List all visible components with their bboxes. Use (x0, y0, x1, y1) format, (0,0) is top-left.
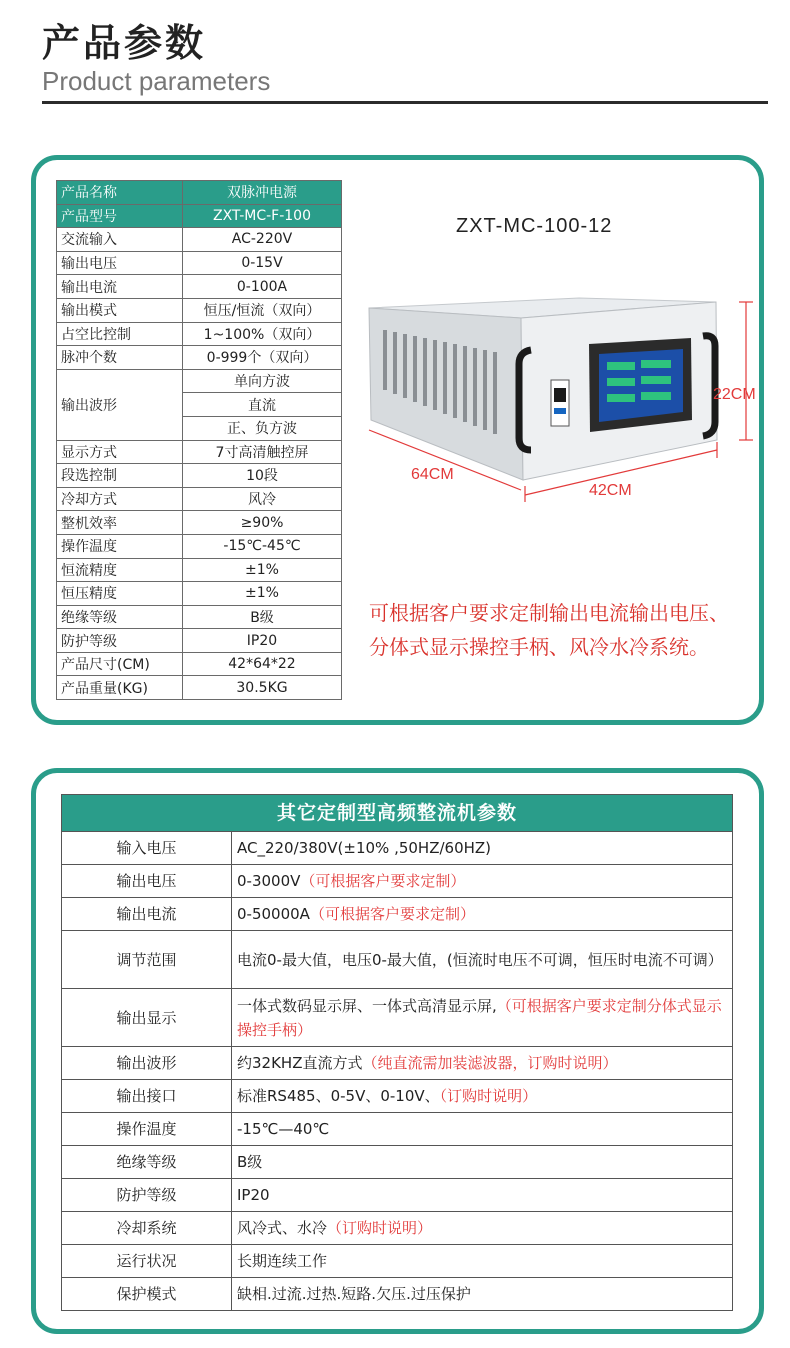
table-row (62, 865, 733, 898)
spec-row (57, 298, 342, 322)
param-key: 冷却系统 (62, 1212, 232, 1245)
dimension-height-label: 22CM (713, 386, 756, 403)
param-key: 输出波形 (62, 1047, 232, 1080)
spec-row (57, 322, 342, 346)
power-supply-image (361, 290, 756, 530)
table-row (62, 898, 733, 931)
spec-key: 占空比控制 (57, 322, 183, 346)
param-value: 0-50000A（可根据客户要求定制） (232, 898, 733, 931)
spec-row (57, 346, 342, 370)
spec-value: 10段 (183, 464, 342, 488)
spec-row (57, 558, 342, 582)
spec-row (57, 204, 342, 228)
custom-params-table (61, 794, 733, 1311)
param-value: AC_220/380V(±10% ,50HZ/60HZ) (232, 832, 733, 865)
param-value: 约32KHZ直流方式（纯直流需加装滤波器，订购时说明） (232, 1047, 733, 1080)
page-subtitle: Product parameters (42, 66, 271, 96)
spec-key: 输出电压 (57, 251, 183, 275)
param-key: 绝缘等级 (62, 1146, 232, 1179)
param-key: 防护等级 (62, 1179, 232, 1212)
param-value: -15℃—40℃ (232, 1113, 733, 1146)
table-row (62, 1179, 733, 1212)
spec-value: 42*64*22 (183, 652, 342, 676)
spec-value: 恒压/恒流（双向） (183, 298, 342, 322)
param-key: 输入电压 (62, 832, 232, 865)
table-row (62, 1278, 733, 1311)
table-row (62, 1245, 733, 1278)
param-key: 操作温度 (62, 1113, 232, 1146)
header-divider (42, 101, 768, 104)
spec-key: 防护等级 (57, 629, 183, 653)
param-key: 输出显示 (62, 989, 232, 1047)
spec-value: 直流 (183, 393, 342, 417)
spec-row (57, 652, 342, 676)
spec-row (57, 487, 342, 511)
spec-value: 0-999个（双向） (183, 346, 342, 370)
dimension-depth-label: 64CM (411, 466, 454, 483)
page-header (42, 18, 270, 96)
param-key: 输出接口 (62, 1080, 232, 1113)
param-value: 长期连续工作 (232, 1245, 733, 1278)
param-value: 0-3000V（可根据客户要求定制） (232, 865, 733, 898)
param-value: 风冷式、水冷（订购时说明） (232, 1212, 733, 1245)
spec-row (57, 582, 342, 606)
page-title: 产品参数 (42, 21, 207, 65)
spec-key: 操作温度 (57, 534, 183, 558)
spec-value: B级 (183, 605, 342, 629)
param-value: 缺相.过流.过热.短路.欠压.过压保护 (232, 1278, 733, 1311)
table-title: 其它定制型高频整流机参数 (62, 795, 733, 832)
table-row (62, 1047, 733, 1080)
spec-row (57, 511, 342, 535)
dimension-width-label: 42CM (589, 482, 632, 499)
param-key: 调节范围 (62, 931, 232, 989)
spec-key: 输出模式 (57, 298, 183, 322)
spec-value: 双脉冲电源 (183, 181, 342, 205)
spec-key: 绝缘等级 (57, 605, 183, 629)
spec-value: 正、负方波 (183, 416, 342, 440)
table-row (62, 1212, 733, 1245)
spec-value: IP20 (183, 629, 342, 653)
spec-row (57, 464, 342, 488)
table-header-row (62, 795, 733, 832)
spec-value: 风冷 (183, 487, 342, 511)
param-value: 标准RS485、0-5V、0-10V、（订购时说明） (232, 1080, 733, 1113)
spec-row (57, 605, 342, 629)
spec-value: 0-15V (183, 251, 342, 275)
product-model-label: ZXT-MC-100-12 (456, 215, 613, 237)
spec-table (56, 180, 342, 700)
spec-key: 冷却方式 (57, 487, 183, 511)
spec-key: 段选控制 (57, 464, 183, 488)
custom-params-card (31, 768, 764, 1334)
table-row (62, 989, 733, 1047)
table-row (62, 832, 733, 865)
spec-value: ±1% (183, 558, 342, 582)
spec-row (57, 181, 342, 205)
spec-value: ZXT-MC-F-100 (183, 204, 342, 228)
spec-value: ±1% (183, 582, 342, 606)
spec-key: 输出波形 (57, 369, 183, 440)
spec-value: AC-220V (183, 228, 342, 252)
spec-row (57, 629, 342, 653)
spec-key: 交流输入 (57, 228, 183, 252)
spec-key: 产品重量(KG) (57, 676, 183, 700)
table-row (62, 1080, 733, 1113)
spec-key: 恒流精度 (57, 558, 183, 582)
spec-key: 输出电流 (57, 275, 183, 299)
spec-key: 显示方式 (57, 440, 183, 464)
spec-value: ≥90% (183, 511, 342, 535)
customization-note: 可根据客户要求定制输出电流输出电压、分体式显示操控手柄、风冷水冷系统。 (369, 601, 729, 659)
param-value: B级 (232, 1146, 733, 1179)
spec-value: 1~100%（双向） (183, 322, 342, 346)
param-value: 一体式数码显示屏、一体式高清显示屏,（可根据客户要求定制分体式显示操控手柄） (232, 989, 733, 1047)
param-key: 保护模式 (62, 1278, 232, 1311)
spec-key: 整机效率 (57, 511, 183, 535)
param-key: 输出电压 (62, 865, 232, 898)
spec-value: 单向方波 (183, 369, 342, 393)
spec-key: 产品名称 (57, 181, 183, 205)
spec-value: 0-100A (183, 275, 342, 299)
spec-value: 30.5KG (183, 676, 342, 700)
spec-row (57, 534, 342, 558)
spec-row (57, 369, 342, 393)
table-row (62, 1146, 733, 1179)
spec-row (57, 676, 342, 700)
spec-row (57, 275, 342, 299)
spec-key: 脉冲个数 (57, 346, 183, 370)
spec-value: 7寸高清触控屏 (183, 440, 342, 464)
table-row (62, 1113, 733, 1146)
spec-key: 产品型号 (57, 204, 183, 228)
spec-row (57, 228, 342, 252)
spec-key: 恒压精度 (57, 582, 183, 606)
table-row (62, 931, 733, 989)
spec-key: 产品尺寸(CM) (57, 652, 183, 676)
product-spec-card (31, 155, 764, 725)
param-value: 电流0-最大值，电压0-最大值，(恒流时电压不可调，恒压时电流不可调） (232, 931, 733, 989)
spec-value: -15℃-45℃ (183, 534, 342, 558)
param-key: 输出电流 (62, 898, 232, 931)
spec-row (57, 440, 342, 464)
param-key: 运行状况 (62, 1245, 232, 1278)
spec-row (57, 251, 342, 275)
param-value: IP20 (232, 1179, 733, 1212)
